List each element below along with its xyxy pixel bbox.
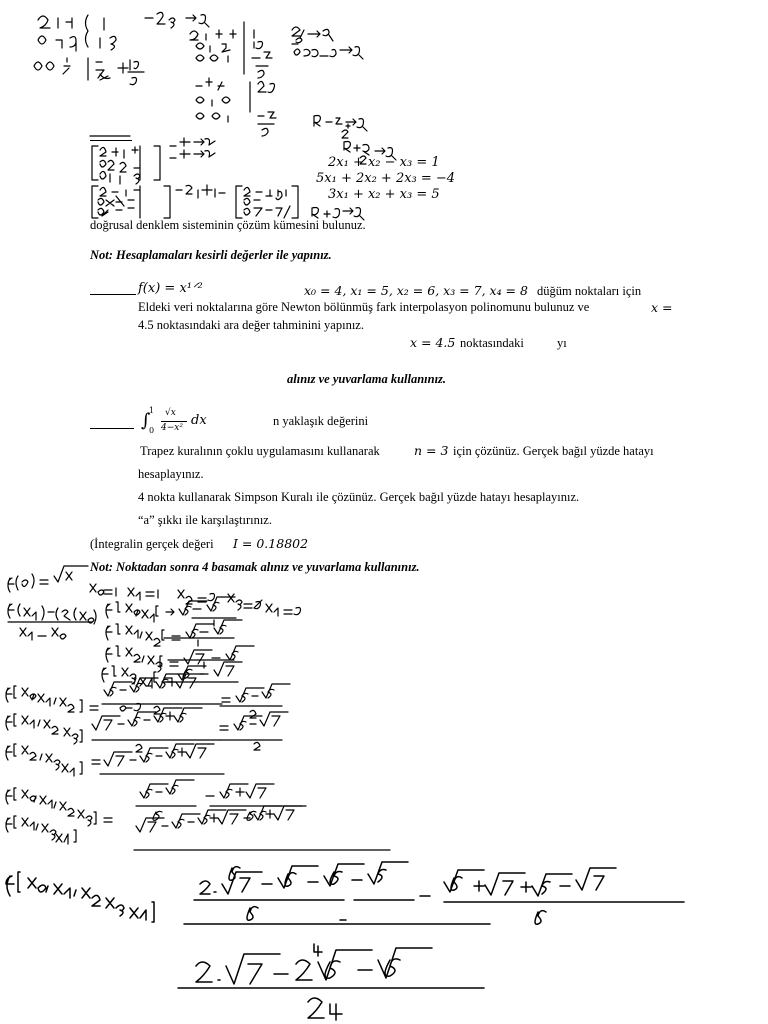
problem1-question: doğrusal denklem sisteminin çözüm kümesini bulunuz. — [90, 218, 366, 232]
handwritten-final-difference — [6, 862, 684, 1020]
problem3-true-value-prefix: (İntegralin gerçek değeri — [90, 537, 214, 551]
problem2-point-suffix: noktasındaki — [460, 336, 524, 350]
problem3-part-a-n: n = 3 — [414, 443, 449, 458]
problem2-function: f(x) = x¹ᐟ² — [138, 281, 203, 296]
problem2-nodes-suffix: düğüm noktaları için — [537, 284, 642, 298]
problem2-line2: 4.5 noktasındaki ara değer tahminini yapınız. — [138, 318, 364, 332]
handwritten-matrix-top-left — [34, 15, 144, 85]
integral-sign: ∫ — [141, 410, 151, 431]
integrand-denominator: 4−x² — [161, 423, 183, 433]
problem2-point: x = 4.5 — [410, 335, 456, 350]
problem3-integral-suffix: n yaklaşık değerini — [273, 414, 369, 428]
problem3-integral — [137, 406, 267, 438]
integral-lower: 0 — [149, 426, 155, 435]
problem2-nodes: x₀ = 4, x₁ = 5, x₂ = 6, x₃ = 7, x₄ = 8 — [304, 283, 528, 298]
problem3-part-a-3: hesaplayınız. — [138, 467, 204, 481]
equation-2: 5x₁ + 2x₂ + 2x₃ = −4 — [316, 171, 456, 186]
problem3-part-c: “a” şıkkı ile karşılaştırınız. — [138, 513, 272, 527]
problem3-part-a-2: için çözünüz. Gerçek bağıl yüzde hatayı — [453, 444, 654, 458]
problem2-instruction: alınız ve yuvarlama kullanınız. — [287, 372, 447, 386]
handwritten-matrix-middle — [196, 78, 396, 164]
integral-dx: dx — [191, 413, 207, 428]
equation-1: 2x₁ + x₂ − x₃ = 1 — [328, 155, 440, 170]
problem3-part-b: 4 nokta kullanarak Simpson Kuralı ile çözünüz. Gerçek bağıl yüzde hatayı hesaplayınız. — [138, 490, 580, 504]
handwritten-divided-differences — [6, 566, 390, 850]
problem2-line1: Eldeki veri noktalarına göre Newton bölünmüş fark interpolasyon polinomunu bulunuz ve — [138, 300, 590, 314]
integrand-numerator: √x — [165, 408, 176, 418]
problem2-trailing: yı — [557, 336, 567, 350]
problem3-note: Not: Noktadan sonra 4 basamak alınız ve yuvarlama kullanınız. — [90, 560, 420, 574]
problem1-note: Not: Hesaplamaları kesirli değerler ile yapınız. — [90, 248, 332, 262]
problem3-part-a-1: Trapez kuralının çoklu uygulamasını kullanarak — [140, 444, 380, 458]
problem2-line1-x: x = — [651, 300, 673, 315]
integral-upper: 1 — [149, 406, 155, 415]
handwritten-matrix-top-middle — [145, 12, 363, 78]
equation-3: 3x₁ + x₂ + x₃ = 5 — [328, 187, 440, 202]
problem3-true-value: I = 0.18802 — [233, 536, 309, 551]
